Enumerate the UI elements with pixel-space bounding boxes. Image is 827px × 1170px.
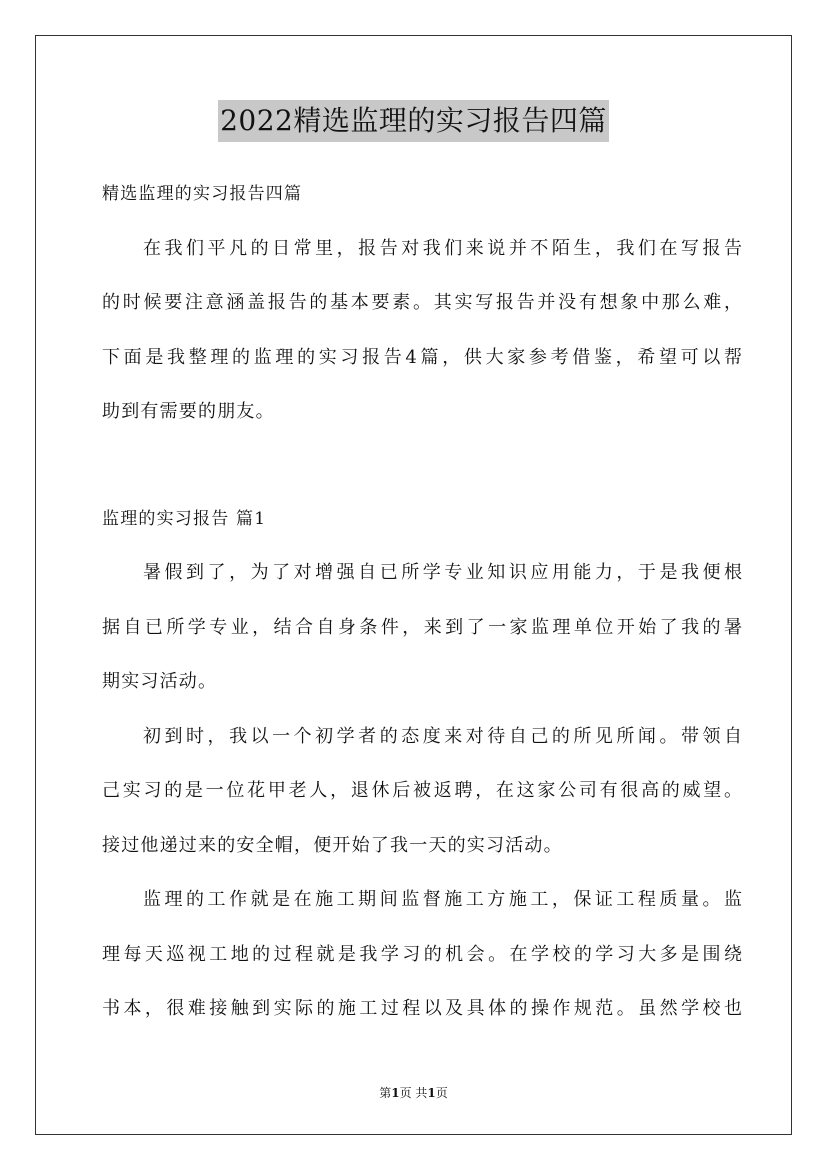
section-gap (102, 445, 742, 497)
intro-line: 助到有需要的朋友。 (102, 401, 275, 422)
footer-suffix: 页 (435, 1086, 448, 1100)
paragraph-line: 据自已所学专业，结合自身条件，来到了一家监理单位开始了我的暑 (102, 616, 742, 638)
paragraph-line: 己实习的是一位花甲老人，退休后被返聘，在这家公司有很高的威望。 (102, 780, 742, 801)
page-total: 1 (427, 1086, 436, 1100)
document-title: 2022精选监理的实习报告四篇 (218, 100, 609, 142)
intro-line: 下面是我整理的监理的实习报告4篇，供大家参考借鉴，希望可以帮 (102, 346, 742, 368)
document-body (102, 172, 742, 1042)
intro-line: 的时候要注意涵盖报告的基本要素。其实写报告并没有想象中那么难， (102, 292, 742, 313)
footer-prefix: 第 (379, 1086, 392, 1100)
intro-line: 在我们平凡的日常里，报告对我们来说并不陌生，我们在写报告 (143, 237, 742, 259)
paragraph-line: 接过他递过来的安全帽，便开始了我一天的实习活动。 (102, 834, 563, 856)
paragraph-line: 期实习活动。 (102, 671, 218, 692)
paragraph-1 (102, 551, 742, 715)
page-footer (0, 1084, 827, 1102)
paragraph-line: 暑假到了，为了对增强自已所学专业知识应用能力，于是我便根 (143, 562, 742, 583)
paragraph-3 (102, 878, 742, 1042)
intro-paragraph (102, 227, 742, 445)
paragraph-line: 初到时，我以一个初学者的态度来对待自己的所见所闻。带领自 (143, 725, 742, 747)
document-subtitle: 精选监理的实习报告四篇 (102, 184, 303, 204)
paragraph-2 (102, 715, 742, 879)
page-number: 1 (391, 1086, 400, 1100)
title-area (0, 100, 827, 142)
section-heading: 监理的实习报告 篇1 (102, 508, 267, 529)
paragraph-line: 监理的工作就是在施工期间监督施工方施工，保证工程质量。监 (143, 889, 742, 910)
paragraph-line: 书本，很难接触到实际的施工过程以及具体的操作规范。虽然学校也 (102, 998, 742, 1019)
footer-mid: 页 共 (399, 1086, 428, 1100)
paragraph-line: 理每天巡视工地的过程就是我学习的机会。在学校的学习大多是围绕 (102, 943, 742, 965)
